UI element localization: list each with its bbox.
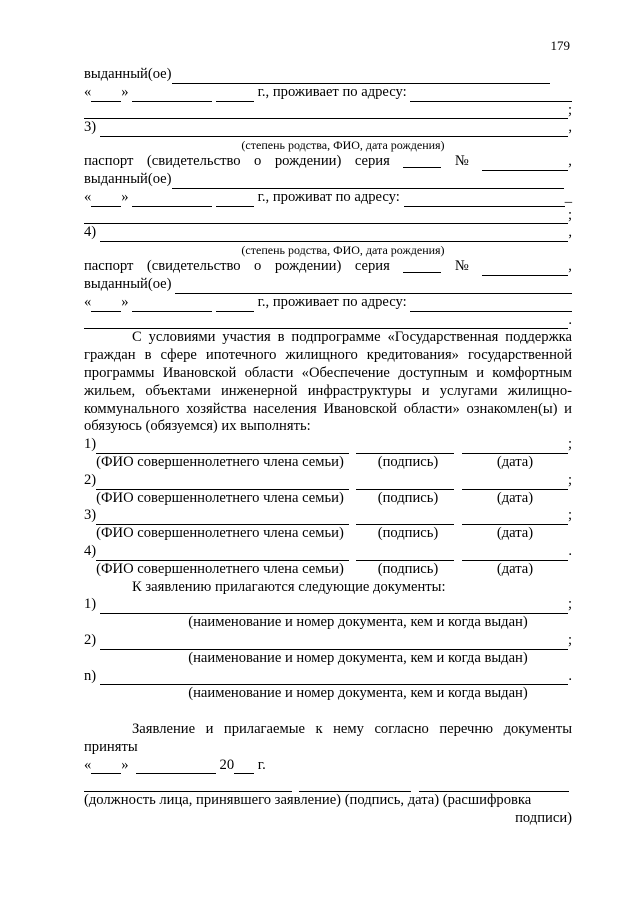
address-continuation-line[interactable]: . [84,312,572,330]
acceptance-day-field[interactable] [91,759,121,774]
footer-caption-end: подписи) [515,810,572,827]
consent-paragraph: С условиями участия в подпрограмме «Государственная поддержка граждан в сфере ипотечного жилищного кредитования» государственной программы Ивановской области «Обеспечение доступным и комфортным жильем, объектами инженерной инфраструктуры и услугами жилищно-коммунального хозяйства населения Ивановской области» ознакомлен(ы) и обязуюсь (обязуемся) их выполнять: [84,329,572,435]
passport-line[interactable]: паспорт (свидетельство о рождении) серия № , [84,153,572,170]
acceptance-signature-line[interactable] [84,774,572,792]
document-field[interactable] [100,670,569,685]
month-field[interactable] [132,297,212,312]
passport-series-field[interactable] [403,153,441,168]
signer-captions: (ФИО совершеннолетнего члена семьи) (подпись) (дата) [96,525,534,542]
family-member-3-line[interactable]: 3) , [84,119,572,136]
document-row[interactable]: 1) ; [84,596,572,613]
signer-signature-field[interactable] [356,546,454,561]
signer-date-field[interactable] [462,510,568,525]
family-member-4-line[interactable]: 4) , [84,224,572,241]
year-field[interactable] [216,87,254,102]
signer-captions: (ФИО совершеннолетнего члена семьи) (подпись) (дата) [96,489,534,506]
issued-by-line[interactable]: выданный(ое) [84,171,572,189]
signer-row[interactable]: 1) ; [84,436,572,453]
acceptance-month-field[interactable] [136,759,216,774]
year-field[interactable] [216,192,254,207]
issued-by-field[interactable] [172,69,550,84]
acceptance-paragraph: Заявление и прилагаемые к нему согласно перечню документы приняты [84,721,572,755]
month-field[interactable] [132,192,212,207]
address-field[interactable] [404,192,565,207]
signer-signature-field[interactable] [356,510,454,525]
page-number: 179 [550,38,570,53]
signer-captions: (ФИО совершеннолетнего члена семьи) (подпись) (дата) [96,453,534,470]
passport-number-field[interactable] [482,261,568,276]
day-field[interactable] [91,297,121,312]
month-field[interactable] [132,87,212,102]
item-number: 3) [84,119,97,136]
address-continuation-line[interactable]: ; [84,102,572,120]
relative-caption: (степень родства, ФИО, дата рождения) [241,138,445,153]
issued-by-label: выданный(ое) [84,66,172,82]
documents-heading: К заявлению прилагаются следующие документы: [132,578,446,595]
document-caption: (наименование и номер документа, кем и когда выдан) [188,614,528,631]
document-row[interactable]: 2) ; [84,631,572,648]
day-field[interactable] [91,192,121,207]
address-field[interactable] [410,87,572,102]
family-member-4-field[interactable] [100,227,569,242]
address-continuation-line[interactable]: ; [84,207,572,225]
application-form [84,66,572,828]
issue-date-address-line[interactable]: « » г., проживает по адресу: [84,84,572,102]
address-continuation-field[interactable] [84,209,568,224]
address-field[interactable] [410,297,572,312]
family-member-3-field[interactable] [100,122,569,137]
signer-signature-field[interactable] [356,439,454,454]
address-continuation-field[interactable] [84,104,568,119]
address-continuation-field[interactable] [84,314,568,329]
issued-by-field[interactable] [175,279,572,294]
official-signature-field[interactable] [299,777,411,792]
document-caption: (наименование и номер документа, кем и когда выдан) [188,649,528,666]
acceptance-date-line[interactable]: « » 20 г. [84,756,266,773]
issued-by-line[interactable]: выданный(ое) [84,276,572,294]
signer-row[interactable]: 2) ; [84,471,572,488]
item-number: 4) [84,224,97,241]
year-field[interactable] [216,297,254,312]
signer-date-field[interactable] [462,546,569,561]
document-field[interactable] [100,635,568,650]
day-field[interactable] [91,87,121,102]
official-name-field[interactable] [419,777,569,792]
signer-signature-field[interactable] [356,475,454,490]
signer-fio-field[interactable] [96,475,349,490]
document-caption: (наименование и номер документа, кем и когда выдан) [188,685,528,702]
passport-number-field[interactable] [482,156,568,171]
issue-date-address-line[interactable]: « » г., проживат по адресу: _ [84,188,572,205]
official-position-field[interactable] [84,777,292,792]
signer-fio-field[interactable] [96,546,349,561]
document-field[interactable] [100,599,568,614]
signer-fio-field[interactable] [96,510,349,525]
document-row[interactable]: n) . [84,667,572,684]
signer-fio-field[interactable] [96,439,349,454]
signer-row[interactable]: 3) ; [84,507,572,524]
issue-date-address-line[interactable]: « » г., проживает по адресу: [84,294,572,312]
issued-by-field[interactable] [172,174,564,189]
signer-row[interactable]: 4) . [84,542,572,559]
issued-by-line[interactable] [84,66,572,84]
signer-captions: (ФИО совершеннолетнего члена семьи) (подпись) (дата) [96,560,534,577]
signer-date-field[interactable] [462,439,568,454]
passport-series-field[interactable] [403,258,441,273]
passport-line[interactable]: паспорт (свидетельство о рождении) серия № , [84,258,572,275]
acceptance-year-field[interactable] [234,759,254,774]
footer-caption: (должность лица, принявшего заявление) (подпись, дата) (расшифровка [84,792,532,809]
relative-caption: (степень родства, ФИО, дата рождения) [241,243,445,258]
signer-date-field[interactable] [462,475,568,490]
